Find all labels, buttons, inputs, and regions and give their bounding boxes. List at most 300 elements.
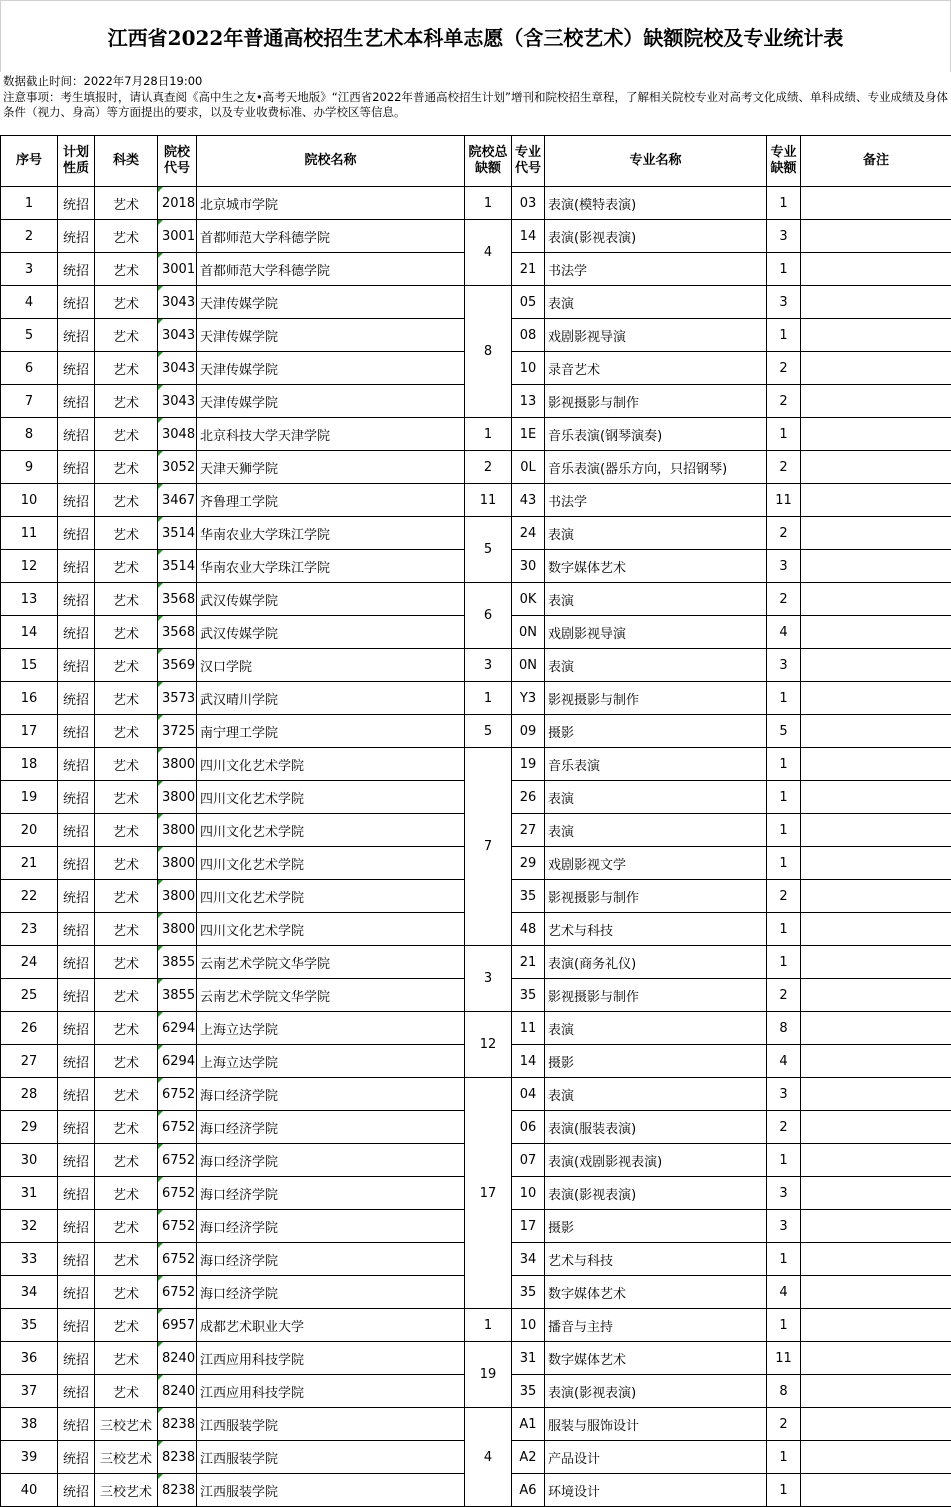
cell-plan: 统招	[58, 385, 95, 418]
cell-major-vacancy: 2	[767, 880, 801, 913]
cell-school-code: 6752	[158, 1177, 197, 1210]
cell-seq: 24	[1, 946, 58, 979]
header-category: 科类	[95, 136, 158, 187]
cell-school-name: 四川文化艺术学院	[197, 781, 465, 814]
cell-school-name: 江西服装学院	[197, 1441, 465, 1474]
cell-school-code: 6752	[158, 1243, 197, 1276]
table-row	[1, 682, 951, 715]
cell-remark	[801, 1111, 951, 1144]
cell-school-name: 海口经济学院	[197, 1177, 465, 1210]
cell-school-code: 8238	[158, 1408, 197, 1441]
cell-category: 艺术	[95, 1210, 158, 1243]
cell-seq: 18	[1, 748, 58, 781]
header-plan: 计划性质	[58, 136, 95, 187]
cell-major-vacancy: 2	[767, 979, 801, 1012]
cell-major-code: 05	[512, 286, 545, 319]
cell-category: 艺术	[95, 880, 158, 913]
cell-plan: 统招	[58, 649, 95, 682]
cell-seq: 22	[1, 880, 58, 913]
cell-seq: 33	[1, 1243, 58, 1276]
header-school-total: 院校总缺额	[465, 136, 512, 187]
cell-school-name: 江西服装学院	[197, 1408, 465, 1441]
cell-major-vacancy: 1	[767, 814, 801, 847]
cell-major-name: 表演	[545, 517, 767, 550]
cell-major-vacancy: 1	[767, 682, 801, 715]
cell-category: 艺术	[95, 1309, 158, 1342]
cell-category: 艺术	[95, 319, 158, 352]
cell-seq: 12	[1, 550, 58, 583]
cell-major-code: 0N	[512, 649, 545, 682]
table-row	[1, 286, 951, 319]
cell-plan: 统招	[58, 187, 95, 220]
cell-category: 艺术	[95, 1342, 158, 1375]
cell-major-name: 音乐表演	[545, 748, 767, 781]
cell-category: 艺术	[95, 385, 158, 418]
cell-plan: 统招	[58, 1474, 95, 1507]
cell-major-name: 表演	[545, 781, 767, 814]
header-seq: 序号	[1, 136, 58, 187]
cell-school-total: 5	[465, 715, 512, 748]
cell-category: 艺术	[95, 649, 158, 682]
cell-remark	[801, 1210, 951, 1243]
cell-major-name: 表演(影视表演)	[545, 1375, 767, 1408]
cell-seq: 8	[1, 418, 58, 451]
cell-school-name: 武汉传媒学院	[197, 583, 465, 616]
table-row	[1, 484, 951, 517]
cell-school-total: 3	[465, 649, 512, 682]
notes-block	[3, 74, 948, 121]
cell-major-name: 艺术与科技	[545, 913, 767, 946]
cell-school-name: 海口经济学院	[197, 1111, 465, 1144]
cell-category: 艺术	[95, 1078, 158, 1111]
cell-seq: 37	[1, 1375, 58, 1408]
cell-category: 艺术	[95, 979, 158, 1012]
cell-plan: 统招	[58, 286, 95, 319]
cell-school-code: 6752	[158, 1078, 197, 1111]
cell-school-name: 成都艺术职业大学	[197, 1309, 465, 1342]
cell-seq: 7	[1, 385, 58, 418]
cell-major-code: 10	[512, 352, 545, 385]
cell-school-code: 3855	[158, 979, 197, 1012]
cell-remark	[801, 418, 951, 451]
cell-remark	[801, 451, 951, 484]
cell-school-code: 2018	[158, 187, 197, 220]
cell-plan: 统招	[58, 781, 95, 814]
table-row	[1, 220, 951, 253]
table-header-row	[1, 136, 951, 187]
cell-major-code: 24	[512, 517, 545, 550]
cell-school-total: 1	[465, 187, 512, 220]
cell-school-name: 海口经济学院	[197, 1243, 465, 1276]
cell-major-vacancy: 2	[767, 385, 801, 418]
cell-school-code: 3855	[158, 946, 197, 979]
cell-category: 艺术	[95, 847, 158, 880]
cell-school-name: 江西服装学院	[197, 1474, 465, 1507]
cell-remark	[801, 946, 951, 979]
cell-school-code: 3800	[158, 814, 197, 847]
cell-major-code: 31	[512, 1342, 545, 1375]
cell-remark	[801, 1474, 951, 1507]
cell-major-code: 48	[512, 913, 545, 946]
cell-seq: 36	[1, 1342, 58, 1375]
cell-major-name: 表演(模特表演)	[545, 187, 767, 220]
cell-school-name: 天津天狮学院	[197, 451, 465, 484]
cell-school-name: 齐鲁理工学院	[197, 484, 465, 517]
cell-major-vacancy: 4	[767, 1276, 801, 1309]
cell-remark	[801, 1441, 951, 1474]
cell-school-name: 南宁理工学院	[197, 715, 465, 748]
cell-plan: 统招	[58, 1012, 95, 1045]
cell-school-name: 上海立达学院	[197, 1012, 465, 1045]
cell-category: 艺术	[95, 1045, 158, 1078]
cell-school-name: 首都师范大学科德学院	[197, 253, 465, 286]
cell-major-vacancy: 1	[767, 946, 801, 979]
cell-major-code: 35	[512, 880, 545, 913]
table-row	[1, 187, 951, 220]
cell-major-name: 戏剧影视导演	[545, 319, 767, 352]
cell-plan: 统招	[58, 1111, 95, 1144]
cell-plan: 统招	[58, 1210, 95, 1243]
cell-school-name: 天津传媒学院	[197, 352, 465, 385]
cell-remark	[801, 484, 951, 517]
cell-seq: 31	[1, 1177, 58, 1210]
cell-major-vacancy: 8	[767, 1375, 801, 1408]
cell-plan: 统招	[58, 847, 95, 880]
cell-major-code: 30	[512, 550, 545, 583]
cell-school-total: 2	[465, 451, 512, 484]
cell-remark	[801, 1243, 951, 1276]
cell-major-vacancy: 5	[767, 715, 801, 748]
table-body	[1, 187, 951, 1507]
cell-major-code: A6	[512, 1474, 545, 1507]
cell-seq: 14	[1, 616, 58, 649]
cell-major-name: 数字媒体艺术	[545, 1276, 767, 1309]
cell-school-name: 江西应用科技学院	[197, 1342, 465, 1375]
cell-major-vacancy: 8	[767, 1012, 801, 1045]
cell-major-code: 08	[512, 319, 545, 352]
cell-school-code: 3573	[158, 682, 197, 715]
cell-remark	[801, 748, 951, 781]
cell-school-total: 7	[465, 748, 512, 946]
cell-school-code: 3052	[158, 451, 197, 484]
header-school-name: 院校名称	[197, 136, 465, 187]
cell-school-name: 上海立达学院	[197, 1045, 465, 1078]
cell-remark	[801, 781, 951, 814]
cell-school-code: 3800	[158, 847, 197, 880]
cell-major-name: 表演	[545, 814, 767, 847]
cell-plan: 统招	[58, 319, 95, 352]
cell-school-total: 8	[465, 286, 512, 418]
cell-school-name: 云南艺术学院文华学院	[197, 979, 465, 1012]
cell-category: 艺术	[95, 187, 158, 220]
cell-category: 艺术	[95, 946, 158, 979]
cell-school-name: 四川文化艺术学院	[197, 814, 465, 847]
cell-category: 艺术	[95, 352, 158, 385]
cell-plan: 统招	[58, 814, 95, 847]
cell-major-name: 产品设计	[545, 1441, 767, 1474]
cell-category: 艺术	[95, 616, 158, 649]
cell-plan: 统招	[58, 1309, 95, 1342]
cell-major-name: 表演(影视表演)	[545, 220, 767, 253]
cell-seq: 19	[1, 781, 58, 814]
cell-major-name: 表演(服装表演)	[545, 1111, 767, 1144]
cell-major-code: Y3	[512, 682, 545, 715]
cell-school-total: 1	[465, 1309, 512, 1342]
cell-seq: 34	[1, 1276, 58, 1309]
cell-school-code: 6752	[158, 1210, 197, 1243]
cell-major-vacancy: 1	[767, 253, 801, 286]
cell-school-total: 11	[465, 484, 512, 517]
cell-school-name: 海口经济学院	[197, 1210, 465, 1243]
table-row	[1, 1342, 951, 1375]
cell-category: 艺术	[95, 748, 158, 781]
cell-category: 艺术	[95, 781, 158, 814]
cell-school-code: 3800	[158, 913, 197, 946]
cell-major-name: 表演(商务礼仪)	[545, 946, 767, 979]
cell-major-vacancy: 2	[767, 352, 801, 385]
cell-remark	[801, 1375, 951, 1408]
cell-major-vacancy: 3	[767, 1177, 801, 1210]
cell-major-vacancy: 4	[767, 616, 801, 649]
cell-major-name: 服装与服饰设计	[545, 1408, 767, 1441]
table-row	[1, 649, 951, 682]
cell-major-code: 1E	[512, 418, 545, 451]
cell-major-code: 43	[512, 484, 545, 517]
cell-plan: 统招	[58, 616, 95, 649]
cell-major-name: 表演	[545, 286, 767, 319]
cell-major-code: A2	[512, 1441, 545, 1474]
cell-major-vacancy: 2	[767, 1111, 801, 1144]
cell-school-code: 6752	[158, 1111, 197, 1144]
cell-major-code: 19	[512, 748, 545, 781]
cell-school-code: 3725	[158, 715, 197, 748]
table-row	[1, 418, 951, 451]
cell-plan: 统招	[58, 946, 95, 979]
cell-remark	[801, 286, 951, 319]
cell-school-name: 武汉传媒学院	[197, 616, 465, 649]
cell-seq: 20	[1, 814, 58, 847]
cell-plan: 统招	[58, 1144, 95, 1177]
cell-school-code: 3043	[158, 286, 197, 319]
cell-remark	[801, 1408, 951, 1441]
cell-major-name: 影视摄影与制作	[545, 385, 767, 418]
cell-school-name: 四川文化艺术学院	[197, 913, 465, 946]
table-row	[1, 748, 951, 781]
cell-major-name: 音乐表演(器乐方向，只招钢琴)	[545, 451, 767, 484]
cell-school-name: 北京科技大学天津学院	[197, 418, 465, 451]
cell-remark	[801, 682, 951, 715]
cell-category: 艺术	[95, 253, 158, 286]
cell-category: 艺术	[95, 1375, 158, 1408]
cell-plan: 统招	[58, 484, 95, 517]
cell-major-name: 表演(影视表演)	[545, 1177, 767, 1210]
cell-major-vacancy: 3	[767, 550, 801, 583]
table-row	[1, 451, 951, 484]
cell-school-code: 3569	[158, 649, 197, 682]
cell-major-vacancy: 11	[767, 1342, 801, 1375]
cell-school-name: 天津传媒学院	[197, 385, 465, 418]
cell-category: 艺术	[95, 418, 158, 451]
cell-remark	[801, 1012, 951, 1045]
cell-plan: 统招	[58, 1276, 95, 1309]
cell-remark	[801, 583, 951, 616]
cell-school-total: 5	[465, 517, 512, 583]
cell-seq: 10	[1, 484, 58, 517]
cell-major-code: 29	[512, 847, 545, 880]
cell-major-name: 影视摄影与制作	[545, 880, 767, 913]
cell-seq: 2	[1, 220, 58, 253]
cell-plan: 统招	[58, 748, 95, 781]
cell-category: 艺术	[95, 1177, 158, 1210]
cell-major-code: 14	[512, 220, 545, 253]
cell-seq: 26	[1, 1012, 58, 1045]
cell-seq: 11	[1, 517, 58, 550]
cell-school-name: 汉口学院	[197, 649, 465, 682]
cell-school-code: 8238	[158, 1441, 197, 1474]
cell-plan: 统招	[58, 583, 95, 616]
cell-school-name: 华南农业大学珠江学院	[197, 550, 465, 583]
cell-major-name: 摄影	[545, 1210, 767, 1243]
cell-major-code: 0L	[512, 451, 545, 484]
cell-remark	[801, 1276, 951, 1309]
cell-remark	[801, 616, 951, 649]
cell-major-vacancy: 3	[767, 220, 801, 253]
cell-plan: 统招	[58, 682, 95, 715]
cell-school-total: 12	[465, 1012, 512, 1078]
cell-major-name: 书法学	[545, 484, 767, 517]
cell-major-vacancy: 1	[767, 781, 801, 814]
cell-remark	[801, 385, 951, 418]
cell-major-name: 表演	[545, 1012, 767, 1045]
cell-major-name: 艺术与科技	[545, 1243, 767, 1276]
cell-major-vacancy: 3	[767, 1078, 801, 1111]
cell-school-total: 1	[465, 418, 512, 451]
cell-remark	[801, 1309, 951, 1342]
cell-plan: 统招	[58, 1441, 95, 1474]
cell-major-vacancy: 3	[767, 286, 801, 319]
cell-remark	[801, 979, 951, 1012]
cell-school-name: 四川文化艺术学院	[197, 880, 465, 913]
cell-category: 艺术	[95, 814, 158, 847]
cell-major-vacancy: 4	[767, 1045, 801, 1078]
cell-major-vacancy: 2	[767, 583, 801, 616]
cell-category: 艺术	[95, 583, 158, 616]
cell-remark	[801, 1177, 951, 1210]
cell-remark	[801, 319, 951, 352]
cell-major-code: A1	[512, 1408, 545, 1441]
cell-major-code: 35	[512, 979, 545, 1012]
cell-school-name: 海口经济学院	[197, 1144, 465, 1177]
vacancy-table	[0, 135, 951, 1507]
table-row	[1, 715, 951, 748]
cell-school-total: 4	[465, 220, 512, 286]
cell-school-code: 3514	[158, 550, 197, 583]
cell-plan: 统招	[58, 880, 95, 913]
cell-plan: 统招	[58, 517, 95, 550]
cell-category: 艺术	[95, 484, 158, 517]
cell-remark	[801, 913, 951, 946]
header-major-vacancy: 专业缺额	[767, 136, 801, 187]
document-title: 江西省2022年普通高校招生艺术本科单志愿（含三校艺术）缺额院校及专业统计表	[0, 0, 951, 72]
cell-major-code: 07	[512, 1144, 545, 1177]
cell-major-code: 14	[512, 1045, 545, 1078]
cell-plan: 统招	[58, 550, 95, 583]
cell-seq: 35	[1, 1309, 58, 1342]
cell-seq: 38	[1, 1408, 58, 1441]
cell-school-total: 17	[465, 1078, 512, 1309]
cell-major-name: 表演	[545, 583, 767, 616]
cell-remark	[801, 880, 951, 913]
cell-remark	[801, 1342, 951, 1375]
cell-major-code: 09	[512, 715, 545, 748]
cell-category: 艺术	[95, 913, 158, 946]
cell-major-vacancy: 1	[767, 847, 801, 880]
cell-seq: 28	[1, 1078, 58, 1111]
cell-seq: 4	[1, 286, 58, 319]
cell-plan: 统招	[58, 1375, 95, 1408]
cell-school-code: 3800	[158, 748, 197, 781]
cell-category: 艺术	[95, 220, 158, 253]
cell-school-name: 海口经济学院	[197, 1276, 465, 1309]
cell-category: 艺术	[95, 1243, 158, 1276]
cell-major-code: 35	[512, 1276, 545, 1309]
table-row	[1, 1408, 951, 1441]
cell-category: 艺术	[95, 286, 158, 319]
cell-major-vacancy: 1	[767, 1243, 801, 1276]
cell-category: 艺术	[95, 1276, 158, 1309]
header-major-code: 专业代号	[512, 136, 545, 187]
cell-seq: 29	[1, 1111, 58, 1144]
cell-remark	[801, 550, 951, 583]
cell-school-name: 天津传媒学院	[197, 319, 465, 352]
cell-major-vacancy: 3	[767, 1210, 801, 1243]
cell-school-total: 4	[465, 1408, 512, 1507]
cell-school-code: 3467	[158, 484, 197, 517]
cell-seq: 39	[1, 1441, 58, 1474]
cell-plan: 统招	[58, 352, 95, 385]
cell-category: 三校艺术	[95, 1408, 158, 1441]
cell-major-vacancy: 1	[767, 913, 801, 946]
cell-school-code: 6752	[158, 1276, 197, 1309]
cell-category: 艺术	[95, 1111, 158, 1144]
cell-major-code: 35	[512, 1375, 545, 1408]
cell-category: 三校艺术	[95, 1441, 158, 1474]
cell-major-code: 34	[512, 1243, 545, 1276]
cell-major-name: 摄影	[545, 715, 767, 748]
cell-major-name: 数字媒体艺术	[545, 550, 767, 583]
cell-school-code: 8240	[158, 1342, 197, 1375]
cell-plan: 统招	[58, 253, 95, 286]
cell-school-code: 6957	[158, 1309, 197, 1342]
header-remark: 备注	[801, 136, 951, 187]
cell-plan: 统招	[58, 1177, 95, 1210]
cell-school-code: 8238	[158, 1474, 197, 1507]
cell-major-name: 表演(戏剧影视表演)	[545, 1144, 767, 1177]
cell-major-vacancy: 1	[767, 187, 801, 220]
cell-seq: 16	[1, 682, 58, 715]
cell-major-code: 04	[512, 1078, 545, 1111]
cell-remark	[801, 187, 951, 220]
cell-remark	[801, 715, 951, 748]
cell-major-code: 10	[512, 1309, 545, 1342]
cell-major-code: 03	[512, 187, 545, 220]
cell-major-name: 表演	[545, 649, 767, 682]
cell-major-vacancy: 11	[767, 484, 801, 517]
cell-major-vacancy: 1	[767, 1144, 801, 1177]
cell-major-code: 0N	[512, 616, 545, 649]
cell-school-name: 北京城市学院	[197, 187, 465, 220]
cell-remark	[801, 517, 951, 550]
